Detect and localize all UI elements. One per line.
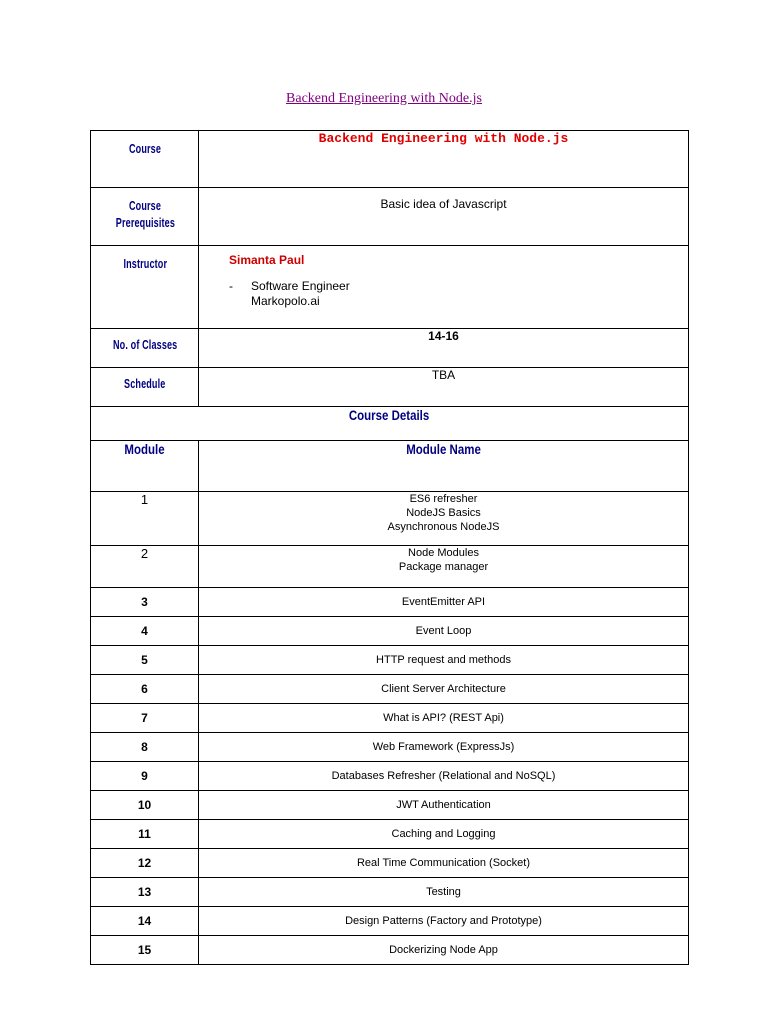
table-row <box>91 791 689 820</box>
module-number: 6 <box>91 675 199 704</box>
module-name: Web Framework (ExpressJs) <box>199 733 689 762</box>
table-row <box>91 878 689 907</box>
table-row <box>91 646 689 675</box>
module-name-column-header: Module Name <box>406 441 481 457</box>
course-details-row <box>91 407 689 441</box>
table-row <box>91 588 689 617</box>
table-row <box>91 675 689 704</box>
module-name: JWT Authentication <box>199 791 689 820</box>
module-number: 8 <box>91 733 199 762</box>
module-number: 5 <box>91 646 199 675</box>
module-number: 11 <box>91 820 199 849</box>
module-topic: NodeJS Basics <box>406 507 481 519</box>
module-name: Caching and Logging <box>199 820 689 849</box>
module-name: What is API? (REST Api) <box>199 704 689 733</box>
prerequisites-row <box>91 188 689 246</box>
list-dash: - <box>229 279 233 293</box>
prerequisites-value: Basic idea of Javascript <box>199 188 689 246</box>
instructor-label: Instructor <box>122 256 167 271</box>
module-name: Event Loop <box>199 617 689 646</box>
module-column-header: Module <box>124 441 165 457</box>
module-number: 3 <box>91 588 199 617</box>
module-header-row <box>91 441 689 492</box>
module-name: EventEmitter API <box>199 588 689 617</box>
module-number: 7 <box>91 704 199 733</box>
syllabus-table <box>90 130 689 965</box>
module-name: Testing <box>199 878 689 907</box>
module-topic: Node Modules <box>408 547 479 559</box>
table-row <box>91 733 689 762</box>
module-number: 2 <box>91 546 199 588</box>
module-number: 9 <box>91 762 199 791</box>
table-row <box>91 546 689 588</box>
module-topic: ES6 refresher <box>409 493 478 505</box>
instructor-row <box>91 246 689 329</box>
module-name: Real Time Communication (Socket) <box>199 849 689 878</box>
table-row <box>91 762 689 791</box>
module-number: 13 <box>91 878 199 907</box>
table-row <box>91 617 689 646</box>
schedule-value: TBA <box>199 368 689 407</box>
module-topic: Asynchronous NodeJS <box>387 521 500 533</box>
table-row <box>91 820 689 849</box>
table-row <box>91 849 689 878</box>
module-name: Dockerizing Node App <box>199 936 689 965</box>
course-row <box>91 131 689 188</box>
module-name: Client Server Architecture <box>199 675 689 704</box>
module-number: 15 <box>91 936 199 965</box>
course-value: Backend Engineering with Node.js <box>199 131 689 188</box>
schedule-label: Schedule <box>123 376 166 391</box>
module-number: 12 <box>91 849 199 878</box>
schedule-row <box>91 368 689 407</box>
instructor-role: Software Engineer <box>251 279 350 293</box>
module-number: 1 <box>91 492 199 546</box>
table-row <box>91 907 689 936</box>
module-name: Databases Refresher (Relational and NoSQL) <box>199 762 689 791</box>
module-number: 10 <box>91 791 199 820</box>
table-row <box>91 492 689 546</box>
course-details-heading: Course Details <box>349 407 430 423</box>
document-title: Backend Engineering with Node.js <box>286 91 482 106</box>
module-topic: Package manager <box>398 561 489 573</box>
module-name: HTTP request and methods <box>199 646 689 675</box>
instructor-name: Simanta Paul <box>229 253 305 267</box>
module-name: Design Patterns (Factory and Prototype) <box>199 907 689 936</box>
table-row <box>91 704 689 733</box>
classes-label: No. of Classes <box>112 337 177 352</box>
table-row <box>91 936 689 965</box>
classes-value: 14-16 <box>199 329 689 368</box>
instructor-company: Markopolo.ai <box>251 294 320 308</box>
instructor-details <box>229 279 688 309</box>
classes-row <box>91 329 689 368</box>
prerequisites-label-line2: Prerequisites <box>114 215 175 230</box>
module-number: 4 <box>91 617 199 646</box>
prerequisites-label-line1: Course <box>128 198 161 213</box>
course-label: Course <box>128 141 161 156</box>
module-number: 14 <box>91 907 199 936</box>
